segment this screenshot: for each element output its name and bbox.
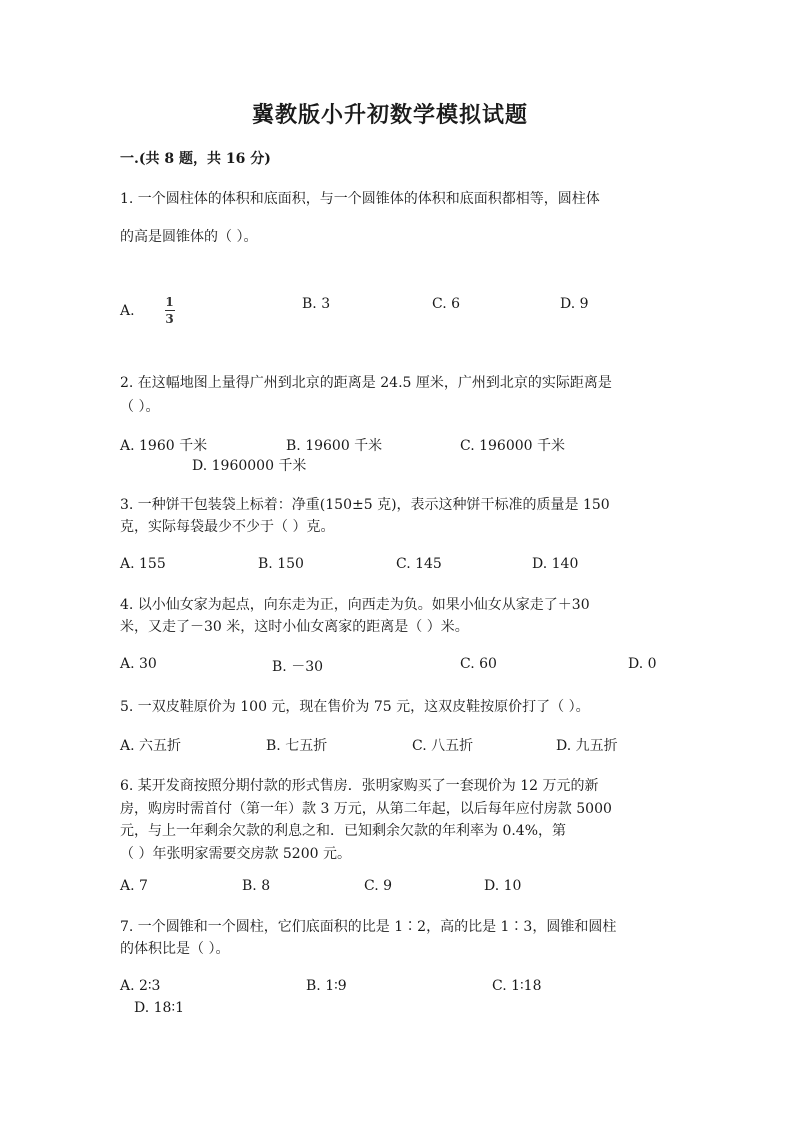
option-c[interactable]: C. 6 — [432, 296, 461, 312]
option-a[interactable]: A. 30 — [120, 656, 157, 672]
question-stem: 米，又走了－30 米，这时小仙女离家的距离是（ ）米。 — [120, 619, 469, 635]
option-c[interactable]: C. 1∶18 — [492, 978, 542, 994]
option-b[interactable]: B. 8 — [242, 878, 271, 894]
question-stem: 1. 一个圆柱体的体积和底面积，与一个圆锥体的体积和底面积都相等，圆柱体 — [120, 191, 600, 207]
option-d[interactable]: D. 9 — [560, 296, 589, 312]
question-stem: 6. 某开发商按照分期付款的形式售房．张明家购买了一套现价为 12 万元的新 — [120, 778, 599, 794]
option-d[interactable]: D. 140 — [532, 556, 579, 572]
fraction-one-third — [165, 296, 175, 325]
option-b[interactable]: B. 150 — [258, 556, 304, 572]
option-c[interactable]: C. 60 — [460, 656, 497, 672]
fraction-numerator: 1 — [165, 295, 174, 309]
option-a[interactable]: A. 155 — [120, 556, 166, 572]
option-d[interactable]: D. 18∶1 — [134, 1000, 184, 1016]
question-stem: 元，与上一年剩余欠款的利息之和．已知剩余欠款的年利率为 0.4%，第 — [120, 823, 567, 839]
option-d[interactable]: D. 1960000 千米 — [192, 458, 307, 474]
option-d[interactable]: D. 九五折 — [556, 738, 618, 754]
option-b[interactable]: B. －30 — [272, 659, 324, 675]
option-c[interactable]: C. 196000 千米 — [460, 438, 566, 454]
question-stem: （ ）。 — [120, 399, 160, 415]
option-b[interactable]: B. 3 — [302, 296, 331, 312]
question-stem: 2. 在这幅地图上量得广州到北京的距离是 24.5 厘米，广州到北京的实际距离是 — [120, 375, 612, 391]
question-stem: 的高是圆锥体的（ ）。 — [120, 229, 258, 245]
fraction-denominator: 3 — [165, 312, 174, 326]
fraction-bar — [165, 310, 175, 311]
option-d[interactable]: D. 0 — [628, 656, 657, 672]
question-stem: 克，实际每袋最少不少于（ ）克。 — [120, 519, 335, 535]
option-c[interactable]: C. 9 — [364, 878, 393, 894]
option-b[interactable]: B. 1∶9 — [306, 978, 347, 994]
option-b[interactable]: B. 七五折 — [266, 738, 328, 754]
question-stem: 3. 一种饼干包装袋上标着：净重(150±5 克)，表示这种饼干标准的质量是 150 — [120, 497, 610, 513]
question-stem: 的体积比是（ ）。 — [120, 941, 230, 957]
option-a[interactable]: A. 六五折 — [120, 738, 182, 754]
page-title: 冀教版小升初数学模拟试题 — [252, 102, 529, 128]
section-heading: 一.(共 8 题，共 16 分) — [120, 151, 271, 167]
question-stem: 5. 一双皮鞋原价为 100 元，现在售价为 75 元，这双皮鞋按原价打了（ ）。 — [120, 699, 590, 715]
option-b[interactable]: B. 19600 千米 — [286, 438, 383, 454]
option-c[interactable]: C. 八五折 — [412, 738, 474, 754]
question-stem: 4. 以小仙女家为起点，向东走为正，向西走为负。如果小仙女从家走了＋30 — [120, 597, 590, 613]
option-label: A. — [120, 302, 135, 319]
question-stem: 房，购房时需首付（第一年）款 3 万元，从第二年起，以后每年应付房款 5000 — [120, 801, 612, 817]
question-stem: （ ）年张明家需要交房款 5200 元。 — [120, 846, 351, 862]
option-a[interactable]: A. 1960 千米 — [120, 438, 208, 454]
option-a[interactable] — [120, 296, 175, 325]
option-c[interactable]: C. 145 — [396, 556, 442, 572]
option-a[interactable]: A. 2∶3 — [120, 978, 161, 994]
option-d[interactable]: D. 10 — [484, 878, 522, 894]
option-a[interactable]: A. 7 — [120, 878, 148, 894]
question-stem: 7. 一个圆锥和一个圆柱，它们底面积的比是 1∶2，高的比是 1∶3，圆锥和圆柱 — [120, 919, 617, 935]
